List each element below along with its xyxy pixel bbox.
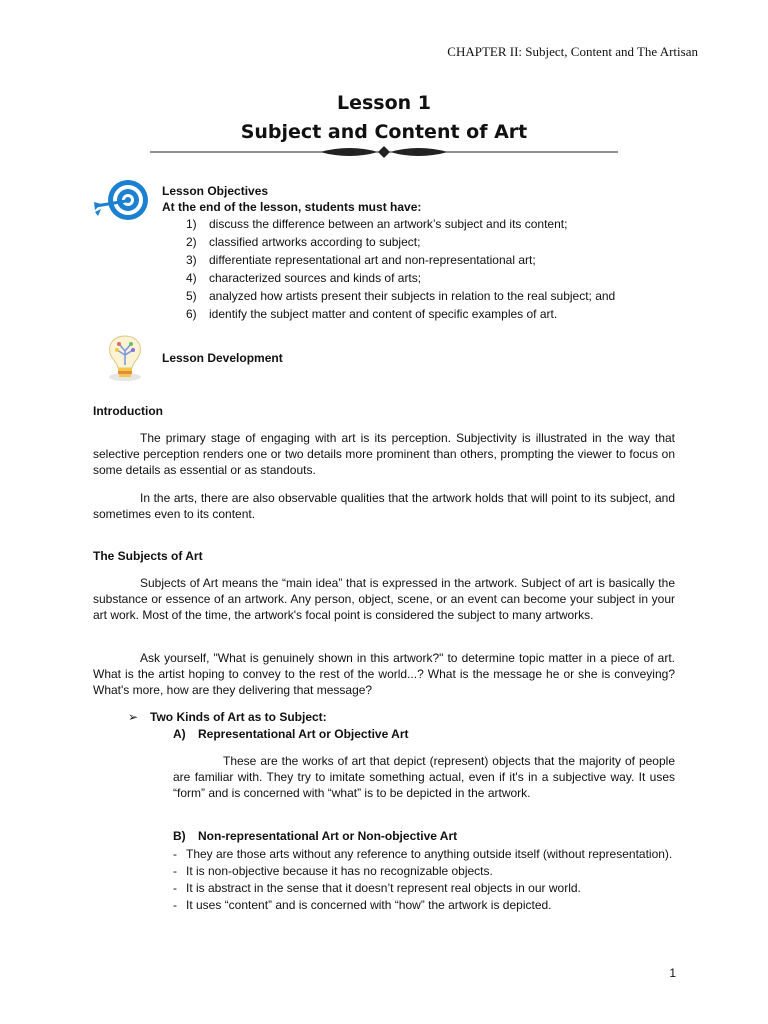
list-item: - It is non-objective because it has no recognizable objects. [173, 864, 493, 878]
development-heading: Lesson Development [162, 351, 283, 365]
list-item: - It is abstract in the sense that it doesn’t represent real objects in our world. [173, 881, 581, 895]
divider-ornament [150, 143, 618, 161]
kinds-heading: Two Kinds of Art as to Subject: [150, 710, 327, 724]
list-item: 4) characterized sources and kinds of arts; [186, 271, 422, 285]
objectives-heading: Lesson Objectives [162, 184, 269, 198]
list-item: 6) identify the subject matter and content of specific examples of art. [186, 307, 558, 321]
kind-b-label: B) [173, 829, 186, 843]
kind-b-title: Non-representational Art or Non-objective Art [198, 829, 458, 843]
list-item: - It uses “content” and is concerned with “how” the artwork is depicted. [173, 898, 552, 912]
list-item: - They are those arts without any reference to anything outside itself (without representation). [173, 847, 673, 861]
list-item: 1) discuss the difference between an artwork’s subject and its content; [186, 217, 568, 231]
kind-a-description: These are the works of art that depict (represent) objects that the majority of people are familiar with. They try to imitate something actual, even if it's in a subjective way. It uses “form” and is concerned with “what” is to be depicted in the artwork. [173, 754, 675, 800]
lesson-number: Lesson 1 [336, 92, 432, 114]
objectives-list [186, 215, 666, 323]
kind-a-title: Representational Art or Objective Art [198, 727, 409, 741]
page-number: 1 [669, 966, 676, 980]
list-item: 3) differentiate representational art and non-representational art; [186, 253, 536, 267]
subjects-heading: The Subjects of Art [93, 549, 203, 563]
list-item: 5) analyzed how artists present their subjects in relation to the real subject; and [186, 289, 616, 303]
arrow-bullet-icon: ➢ [128, 710, 139, 724]
target-arrow-icon [92, 176, 150, 224]
objectives-intro: At the end of the lesson, students must have: [162, 200, 422, 214]
list-item: 2) classified artworks according to subject; [186, 235, 421, 249]
introduction-paragraph-2: In the arts, there are also observable qualities that the artwork holds that will point to its subject, and sometimes even to its content. [93, 491, 675, 521]
kind-b-list [173, 846, 675, 914]
subjects-paragraph-1: Subjects of Art means the “main idea” that is expressed in the artwork. Subject of art is basically the substance or essence of an artwork. Any person, object, scene, or an event can become your subject in your art work. Most of the time, the artwork's focal point is considered the subject to many artworks. [93, 576, 675, 622]
kind-a-label: A) [173, 727, 186, 741]
introduction-paragraph-1: The primary stage of engaging with art is its perception. Subjectivity is illustrated in the way that selective perception renders one or two details more prominent than others, prompting the viewer to focus on some details as essential or as standouts. [93, 431, 675, 477]
chapter-header: CHAPTER II: Subject, Content and The Artisan [447, 44, 698, 59]
lesson-title: Subject and Content of Art [240, 121, 528, 143]
introduction-heading: Introduction [93, 404, 163, 418]
subjects-paragraph-2: Ask yourself, "What is genuinely shown in this artwork?" to determine topic matter in a piece of art. What is the artist hoping to convey to the rest of the world...? What is the message he or she is conveying? What's more, how are they delivering that message? [93, 651, 675, 697]
lightbulb-icon [103, 333, 147, 383]
